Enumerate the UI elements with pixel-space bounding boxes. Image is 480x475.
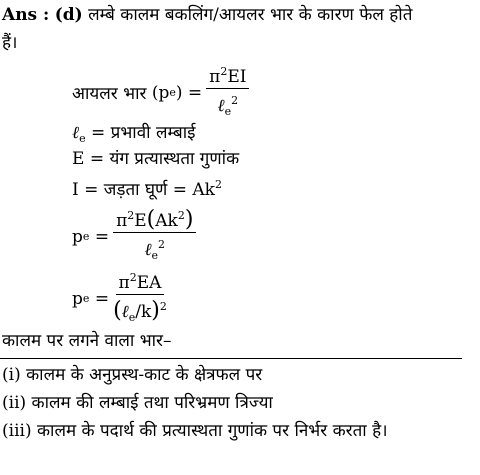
ell-symbol: ℓ: [72, 123, 80, 143]
definition-E: [72, 148, 239, 170]
load-factor-item: [2, 420, 388, 442]
pi-exponent: 2: [129, 271, 137, 284]
ell-sub: e: [79, 132, 86, 145]
answer-option: (d): [54, 5, 83, 25]
p-symbol: p: [72, 288, 83, 309]
load-factors-intro: [2, 330, 172, 352]
definition-I-text: = जड़ता घूर्ण = Ak: [84, 180, 215, 200]
equals-sign: =: [94, 288, 110, 309]
definition-le-text: = प्रभावी लम्बाई: [91, 123, 196, 143]
ell-symbol: ℓ: [121, 302, 129, 322]
equals-sign: =: [94, 226, 110, 247]
divider-rule: [0, 358, 462, 359]
ell-symbol: ℓ: [144, 240, 152, 260]
euler-load-label: आयलर भार: [72, 84, 147, 104]
answer-line-1: [2, 4, 412, 26]
pi-symbol: π: [209, 67, 221, 87]
load-factor-item: [2, 392, 273, 414]
euler-numerator: [206, 62, 249, 89]
pi-symbol: π: [118, 273, 130, 293]
numerator-EA: EA: [136, 273, 162, 293]
definition-E-text: = यंग प्रत्यास्थता गुणांक: [89, 149, 240, 169]
p-symbol: p: [72, 226, 83, 247]
formula-pe-ea: [72, 268, 167, 329]
paren-close: ): [184, 207, 194, 232]
fraction-2-numerator: [113, 206, 196, 233]
ell-exponent: 2: [158, 238, 166, 251]
pe-sub: e: [169, 86, 176, 99]
answer-line-2: [2, 32, 17, 54]
p-sub: e: [82, 230, 90, 243]
E-symbol: E: [72, 149, 85, 169]
answer-label: Ans :: [2, 5, 50, 25]
pi-symbol: π: [116, 211, 128, 231]
load-factors-intro-text: कालम पर लगने वाला भार–: [2, 331, 172, 351]
pi-exponent: 2: [127, 209, 135, 222]
definition-I: [72, 174, 222, 201]
euler-load-formula: [72, 62, 249, 123]
k-exponent: 2: [214, 178, 222, 191]
formula-pe-ak2: [72, 206, 196, 267]
answer-text-cont: हैं।: [2, 33, 18, 53]
answer-text: लम्बे कालम बकलिंग/आयलर भार के कारण फेल होते: [88, 5, 413, 25]
over-k: /k: [135, 302, 152, 322]
fraction-3-numerator: [116, 268, 165, 295]
ell-sub: e: [224, 105, 232, 118]
definition-le: [72, 122, 195, 150]
paren-open: (: [113, 298, 122, 323]
ell-sub: e: [151, 249, 159, 262]
euler-denominator: [218, 89, 239, 123]
ell-symbol: ℓ: [217, 96, 225, 116]
numerator-EI: EI: [227, 67, 247, 87]
load-factor-item: [2, 364, 262, 386]
E-symbol: E: [134, 211, 147, 231]
I-symbol: I: [72, 180, 79, 200]
euler-fraction: [206, 62, 249, 123]
pi-exponent: 2: [220, 65, 228, 78]
pe-open: (p: [151, 82, 170, 103]
fraction-3-denominator: [113, 295, 167, 329]
ell-exponent: 2: [231, 94, 239, 107]
fraction-2: [113, 206, 196, 267]
p-sub: e: [82, 292, 90, 305]
load-factor-item-1: (i) कालम के अनुप्रस्थ-काट के क्षेत्रफल पर: [2, 365, 263, 385]
denominator-exponent: 2: [159, 300, 167, 313]
load-factor-item-3: (iii) कालम के पदार्थ की प्रत्यास्थता गुणांक पर निर्भर करता है।: [2, 421, 388, 441]
Ak-term: Ak: [155, 211, 178, 231]
pe-close: ) =: [175, 82, 203, 103]
ell-sub: e: [128, 311, 136, 324]
paren-open: (: [146, 207, 156, 232]
paren-close: ): [151, 298, 160, 323]
load-factor-item-2: (ii) कालम की लम्बाई तथा परिभ्रमण त्रिज्या: [2, 393, 273, 413]
k-exponent: 2: [177, 209, 185, 222]
fraction-2-denominator: [144, 233, 165, 267]
fraction-3: [113, 268, 167, 329]
